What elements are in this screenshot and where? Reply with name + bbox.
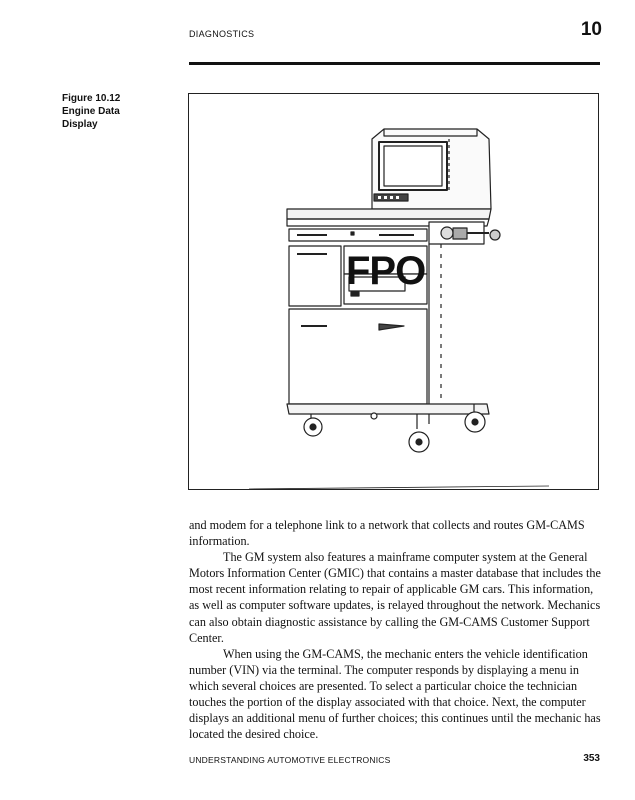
page-number: 353 [583,753,600,764]
body-paragraph: When using the GM-CAMS, the mechanic enters the vehicle identification number (VIN) via the terminal. The computer responds by displaying a menu in which several choices are presented. To select a particular choice the technician touches the portion of the display associated with that choice. Next, the computer displays an additional menu of further choices; this continues until the mechanic has located the desired choice. [189,646,601,742]
figure-frame [188,93,599,490]
running-header-section: DIAGNOSTICS [189,29,255,39]
body-paragraph: The GM system also features a mainframe computer system at the General Motors Information Center (GMIC) that contains a master database that includes the most recent information relating to repair of applicable GM cars. This information, as well as computer software updates, is relayed throughout the network. Mechanics can also obtain diagnostic assistance by calling the GM-CAMS Customer Support Center. [189,550,601,645]
body-paragraph: and modem for a telephone link to a network that collects and routes GM-CAMS information. [189,518,585,549]
header-rule [189,62,600,65]
figure-caption-line: Figure 10.12 [62,93,121,104]
body-text [189,517,601,742]
fpo-placeholder-label: FPO [346,249,426,293]
chapter-number: 10 [580,19,602,40]
figure-caption-line: Display [62,119,98,130]
figure-caption-line: Engine Data [62,106,120,117]
running-footer-title: UNDERSTANDING AUTOMOTIVE ELECTRONICS [189,755,391,765]
figure-caption [62,92,172,131]
